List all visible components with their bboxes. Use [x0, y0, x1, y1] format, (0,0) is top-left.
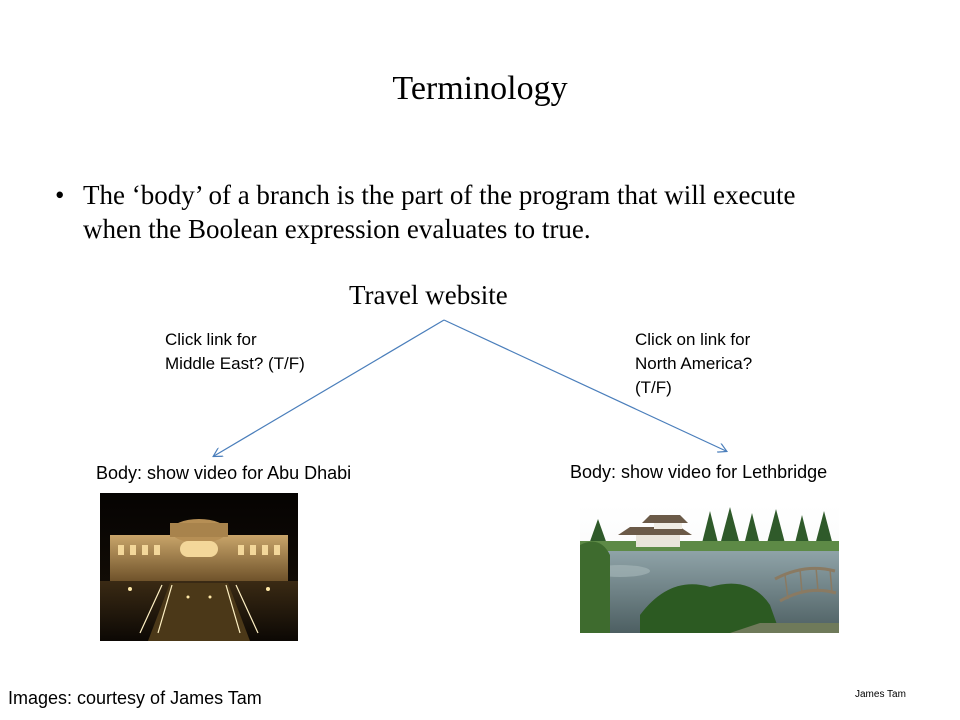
left-body-label: Body: show video for Abu Dhabi: [96, 463, 352, 483]
image-credit: Images: courtesy of James Tam: [8, 688, 262, 708]
lethbridge-photo: [580, 505, 839, 633]
abu-dhabi-photo: [100, 493, 298, 641]
diagram-root-label: Travel website: [349, 280, 508, 310]
bullet-text: The ‘body’ of a branch is the part of the program that will execute when the Boolean expression evaluates to true.: [83, 180, 796, 244]
left-condition-label: Click link for Middle East? (T/F): [165, 330, 305, 373]
bullet-marker: •: [55, 180, 65, 210]
right-body-label: Body: show video for Lethbridge: [570, 462, 828, 482]
footer-author: James Tam: [855, 689, 906, 700]
right-condition-label: Click on link for North America? (T/F): [635, 330, 753, 397]
slide-title: Terminology: [392, 70, 568, 107]
